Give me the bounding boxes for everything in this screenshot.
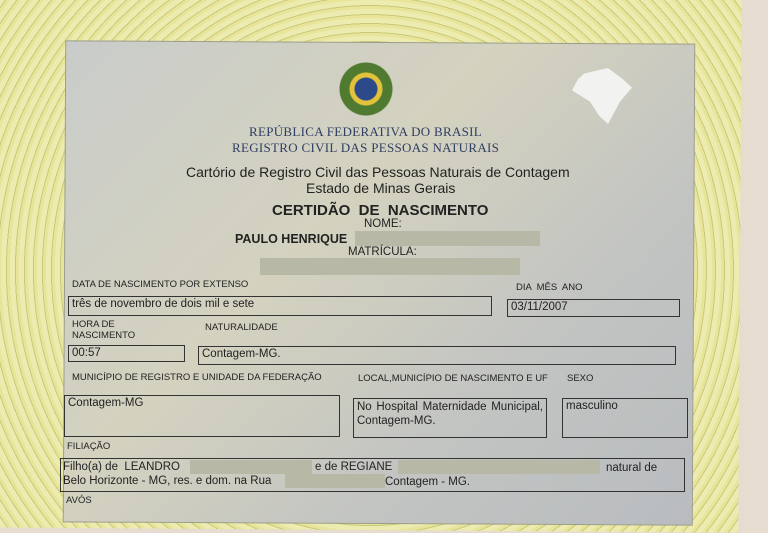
redacted-mother-surname (398, 460, 600, 474)
redacted-matricula (260, 258, 520, 275)
filiacao-pai: Filho(a) de LEANDRO (63, 461, 180, 473)
sexo-label: SEXO (567, 373, 594, 384)
nome-label: NOME: (364, 218, 402, 230)
header-republica: REPÚBLICA FEDERATIVA DO BRASIL (249, 124, 483, 139)
redacted-surname (355, 231, 540, 246)
document-title: CERTIDÃO DE NASCIMENTO (272, 202, 489, 219)
municipio-label: MUNICÍPIO DE REGISTRO E UNIDADE DA FEDERAÇÃO (72, 372, 322, 383)
cartorio-name: Cartório de Registro Civil das Pessoas Naturais de Contagem (186, 164, 570, 180)
data-label: DIA MÊS ANO (516, 282, 583, 293)
redacted-street (285, 474, 385, 488)
hora-field: 00:57 (68, 345, 185, 362)
filiacao-mae: e de REGIANE (315, 461, 393, 473)
naturalidade-label: NATURALIDADE (205, 322, 278, 333)
redacted-father-surname (190, 460, 312, 474)
brazil-coat-of-arms-icon (338, 60, 394, 118)
data-field: 03/11/2007 (507, 299, 680, 317)
header-registro: REGISTRO CIVIL DAS PESSOAS NATURAIS (232, 140, 500, 155)
local-label: LOCAL,MUNICÍPIO DE NASCIMENTO E UF (358, 373, 548, 384)
matricula-label: MATRÍCULA: (348, 246, 417, 258)
filiacao-cidade: Contagem - MG. (385, 476, 470, 488)
local-field: No Hospital Maternidade Municipal, Contagem-MG. (353, 398, 547, 438)
data-extenso-field: três de novembro de dois mil e sete (68, 296, 492, 316)
naturalidade-field: Contagem-MG. (198, 346, 676, 365)
sexo-field: masculino (562, 398, 688, 438)
hora-label: HORA DE NASCIMENTO (72, 319, 136, 341)
nome-value: PAULO HENRIQUE (235, 232, 348, 246)
data-extenso-label: DATA DE NASCIMENTO POR EXTENSO (72, 279, 249, 290)
municipio-field: Contagem-MG (64, 395, 340, 437)
avos-label: AVÓS (66, 495, 92, 506)
filiacao-natural: natural de (606, 462, 658, 474)
filiacao-label: FILIAÇÃO (67, 441, 111, 452)
filiacao-endereco: Belo Horizonte - MG, res. e dom. na Rua (63, 475, 272, 487)
estado: Estado de Minas Gerais (306, 180, 456, 196)
